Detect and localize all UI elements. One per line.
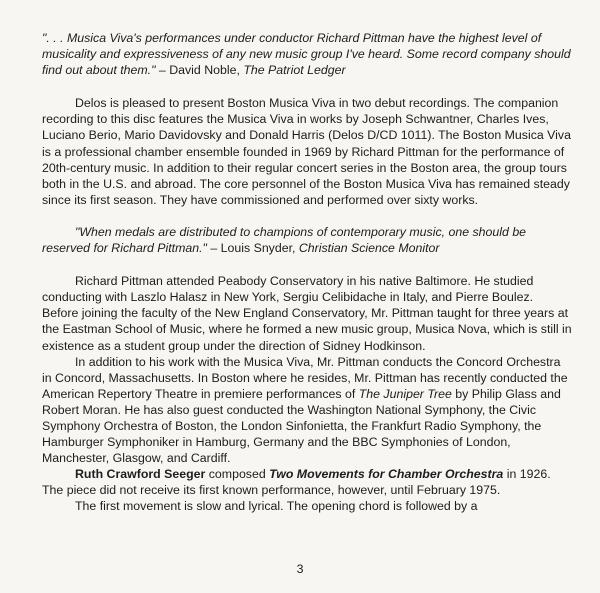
quote-1-text: ". . . Musica Viva's performances under conductor Richard Pittman have the highest level of musicality and expressiveness of any new music group I've heard. Some record company should find out about them." (42, 31, 571, 78)
press-quote-1 (42, 30, 572, 78)
para4-after: in 1926. The piece did not receive its first known performance, however, until February 1975. (42, 467, 551, 498)
quote-2-text: "When medals are distributed to champions of contemporary music, one should be reserved for Richard Pittman." (42, 224, 527, 256)
quote-1-source: The Patriot Ledger (243, 63, 346, 78)
page-number: 3 (296, 562, 304, 576)
para3-after: by Philip Glass and Robert Moran. He has also guest conducted the Washington National Symphony, the Civic Symphony Orchestra of Boston, the London Sinfonietta, the Frankfurt Radio Symphony, the Hamburger Symphoniker in Hamburg, Germany and the BBC Symphonies of London, Manchester, Glasgow, and Cardiff. (42, 386, 561, 466)
para3-before: In addition to his work with the Musica Viva, Mr. Pittman conducts the Concord Orchestra in Concord, Massachusetts. In Boston where he resides, Mr. Pittman has recently conducted the American Repertory Theatre in premiere performances of (42, 354, 568, 401)
paragraph-pittman-bio: Richard Pittman attended Peabody Conservatory in his native Baltimore. He studied conducting with Laszlo Halasz in New York, Sergiu Celibidache in Italy, and Pierre Boulez. Before joining the faculty of the New England Conservatory, Mr. Pittman taught for three years at the Eastman School of Music, where he formed a new music group, Musica Nova, which is still in existence as a student group under the direction of Sidney Hodkinson. (42, 274, 572, 353)
paragraph-pittman-work (42, 354, 572, 467)
paragraph-delos-intro: Delos is pleased to present Boston Musica Viva in two debut recordings. The companion recording to this disc features the Musica Viva in works by Joseph Schwantner, Charles Ives, Luciano Berio, Mario Davidovsky and Donald Harris (Delos D/CD 1011). The Boston Musica Viva is a professional chamber ensemble founded in 1969 by Richard Pittman for the performance of 20th-century music. In addition to their regular concert series in the Boston area, the group tours both in the U.S. and abroad. The core personnel of the Boston Musica Viva has remained steady since its first season. They have commissioned and performed over sixty works. (42, 96, 571, 207)
juniper-tree-title: The Juniper Tree (358, 386, 452, 401)
quote-2-source: Christian Science Monitor (298, 241, 440, 256)
document-page (42, 30, 572, 515)
para4-mid: composed (205, 467, 270, 482)
paragraph-first-movement: The first movement is slow and lyrical. The opening chord is followed by a (75, 499, 478, 514)
press-quote-2 (42, 224, 572, 256)
quote-1-attribution: – David Noble, (155, 63, 244, 78)
work-title: Two Movements for Chamber Orchestra (269, 467, 504, 482)
paragraph-seeger (42, 466, 572, 498)
quote-2-attribution: – Louis Snyder, (206, 241, 299, 256)
composer-name: Ruth Crawford Seeger (75, 467, 206, 482)
